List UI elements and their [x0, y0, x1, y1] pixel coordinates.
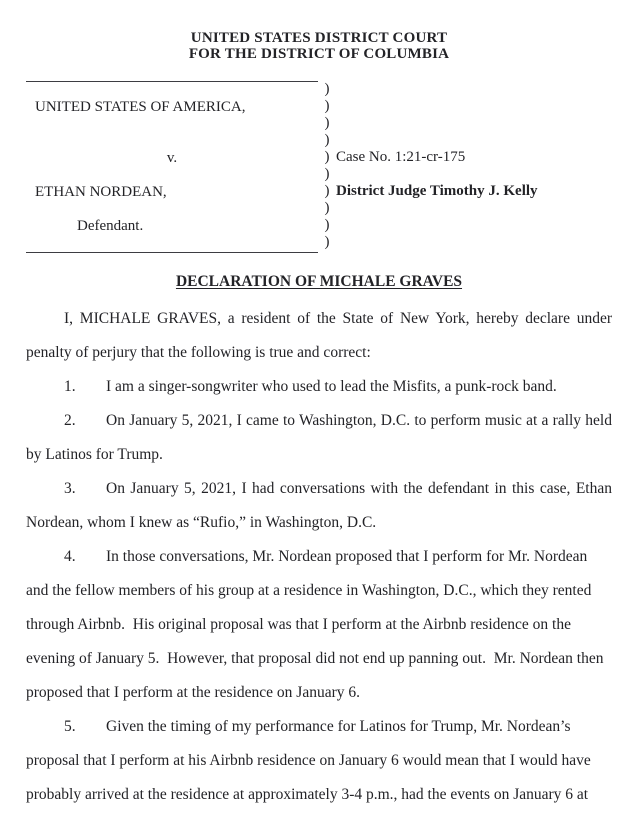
- declaration-intro: I, MICHALE GRAVES, a resident of the State of New York, hereby declare under penalty of perjury that the following is true and correct:: [26, 310, 616, 361]
- paragraph-number: 5.: [64, 718, 76, 735]
- paren-mark: ): [324, 149, 330, 165]
- paragraph-number: 4.: [64, 548, 76, 565]
- case-caption: [26, 81, 612, 253]
- declaration-paragraph-5: [26, 710, 612, 812]
- caption-row: [26, 82, 318, 99]
- paren-mark: ): [324, 217, 330, 233]
- paren-mark: ): [324, 132, 330, 148]
- court-name: UNITED STATES DISTRICT COURT: [190, 30, 448, 46]
- caption-row: [336, 132, 612, 149]
- paragraph-number: 1.: [64, 378, 76, 395]
- caption-row: [26, 116, 318, 133]
- caption-row: [336, 200, 612, 217]
- paragraph-number: 3.: [64, 480, 76, 497]
- declaration-paragraph-1: [26, 370, 612, 404]
- plaintiff-name: UNITED STATES OF AMERICA,: [35, 99, 246, 115]
- paragraph-text: I am a singer-songwriter who used to lead the Misfits, a punk-rock band.: [106, 378, 557, 395]
- case-number: Case No. 1:21-cr-175: [336, 149, 466, 165]
- caption-row: [26, 201, 318, 218]
- paragraph-text: Given the timing of my performance for Latinos for Trump, Mr. Nordean’s proposal that I perform at his Airbnb residence on January 6 would mean that I would have probably arrived at the residence at approximately 3-4 p.m., had the events on January 6 at: [26, 718, 595, 803]
- caption-row: [26, 167, 318, 184]
- declaration-body: [26, 302, 616, 812]
- caption-row: [26, 133, 318, 150]
- caption-row: [336, 166, 612, 183]
- versus-label: v.: [166, 150, 178, 166]
- paren-mark: ): [324, 200, 330, 216]
- caption-divider: [318, 81, 336, 253]
- caption-row: [336, 81, 612, 98]
- defendant-name: ETHAN NORDEAN,: [35, 184, 167, 200]
- paren-mark: ): [324, 183, 330, 199]
- caption-row: [336, 234, 612, 251]
- paren-mark: ): [324, 115, 330, 131]
- paragraph-text: On January 5, 2021, I came to Washington, D.C. to perform music at a rally held by Latinos for Trump.: [26, 412, 616, 463]
- declaration-paragraph-4: [26, 540, 612, 710]
- caption-row: [336, 98, 612, 115]
- caption-row: [26, 235, 318, 252]
- paren-mark: ): [324, 166, 330, 182]
- paragraph-text: In those conversations, Mr. Nordean proposed that I perform for Mr. Nordean and the fellow members of his group at a residence in Washington, D.C., which they rented through Airbnb. His original proposal was that I perform at the Airbnb residence on the evening of January 5. However, that proposal did not end up panning out. Mr. Nordean then proposed that I perform at the residence on January 6.: [26, 548, 608, 701]
- caption-row: [336, 217, 612, 234]
- caption-parties: [26, 81, 318, 253]
- paren-mark: ): [324, 81, 330, 97]
- paragraph-text: On January 5, 2021, I had conversations with the defendant in this case, Ethan Nordean, whom I knew as “Rufio,” in Washington, D.C.: [26, 480, 616, 531]
- judge-name: District Judge Timothy J. Kelly: [336, 183, 538, 199]
- paren-mark: ): [324, 98, 330, 114]
- defendant-label: Defendant.: [77, 218, 144, 234]
- paren-mark: ): [324, 234, 330, 250]
- case-info: [336, 81, 612, 253]
- declaration-paragraph-3: [26, 472, 616, 540]
- paragraph-number: 2.: [64, 412, 76, 429]
- declaration-paragraph-2: [26, 404, 616, 472]
- caption-row: [336, 115, 612, 132]
- document-title: DECLARATION OF MICHALE GRAVES: [175, 273, 463, 290]
- court-header: [0, 0, 638, 62]
- court-district: FOR THE DISTRICT OF COLUMBIA: [188, 46, 450, 62]
